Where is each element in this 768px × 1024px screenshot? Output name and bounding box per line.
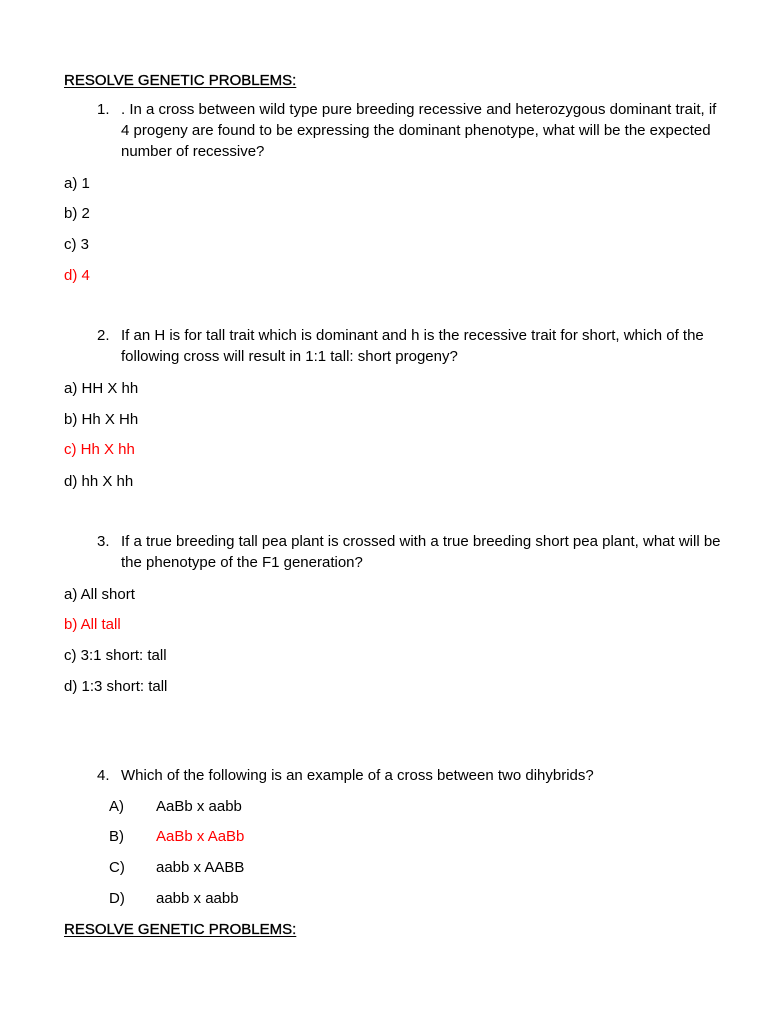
option-d: d) hh X hh xyxy=(64,473,134,490)
option-value: aabb x AABB xyxy=(156,859,245,876)
option-value-correct: AaBb x AaBb xyxy=(156,828,245,845)
option-a: a) HH X hh xyxy=(64,380,139,397)
option-b: b) 2 xyxy=(64,205,90,222)
option-label: C) xyxy=(109,859,125,876)
option-label: A) xyxy=(109,798,124,815)
question-number: 1. xyxy=(97,101,110,118)
option-c: c) 3:1 short: tall xyxy=(64,647,167,664)
option-c: c) 3 xyxy=(64,236,90,253)
question-number: 3. xyxy=(97,533,110,550)
question-text: If an H is for tall trait which is dominant and h is the recessive trait for short, which of the following cross will result in 1:1 tall: short progeny? xyxy=(121,327,704,365)
footer-heading: RESOLVE GENETIC PROBLEMS: xyxy=(64,921,297,938)
page-heading: RESOLVE GENETIC PROBLEMS: xyxy=(64,72,297,89)
option-a: a) All short xyxy=(64,586,135,603)
option-label: B) xyxy=(109,828,124,845)
option-label: D) xyxy=(109,890,125,907)
question-1 xyxy=(97,99,727,162)
option-a: a) 1 xyxy=(64,175,90,192)
option-value: aabb x aabb xyxy=(156,890,239,907)
question-text: If a true breeding tall pea plant is crossed with a true breeding short pea plant, what will be the phenotype of the F1 generation? xyxy=(121,533,721,571)
question-4 xyxy=(97,765,727,786)
question-number: 2. xyxy=(97,327,110,344)
question-2 xyxy=(97,325,727,367)
question-text: . In a cross between wild type pure breeding recessive and heterozygous dominant trait, if 4 progeny are found to be expressing the dominant phenotype, what will be the expected number of recessive? xyxy=(121,101,717,160)
option-b-correct: b) All tall xyxy=(64,616,121,633)
question-text: Which of the following is an example of a cross between two dihybrids? xyxy=(121,767,594,784)
option-value: AaBb x aabb xyxy=(156,798,242,815)
question-3 xyxy=(97,531,727,573)
option-d-correct: d) 4 xyxy=(64,267,90,284)
option-c-correct: c) Hh X hh xyxy=(64,441,135,458)
question-number: 4. xyxy=(97,767,110,784)
option-b: b) Hh X Hh xyxy=(64,411,139,428)
option-d: d) 1:3 short: tall xyxy=(64,678,168,695)
